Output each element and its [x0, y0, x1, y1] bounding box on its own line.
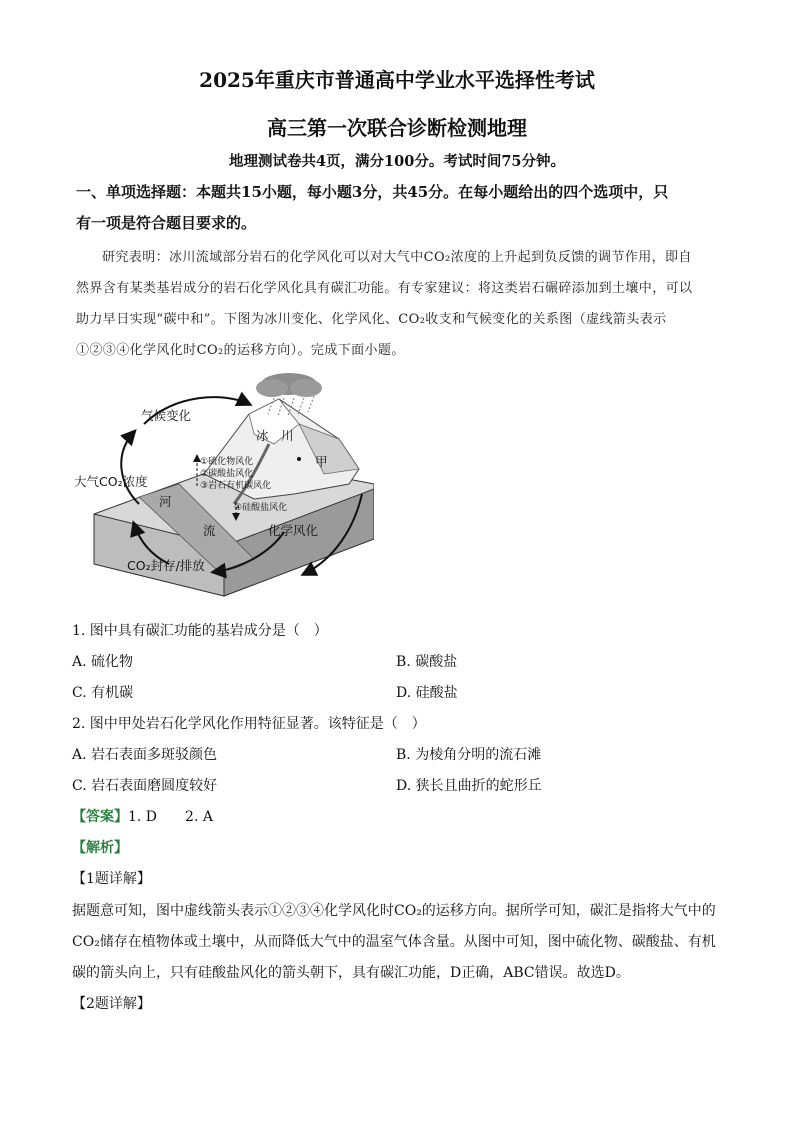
passage-line3: 助力早日实现“碳中和”。下图为冰川变化、化学风化、CO₂收支和气候变化的关系图（虚线箭头表示 — [76, 312, 667, 327]
q2-option-c: C. 岩石表面磨圆度较好 — [72, 778, 218, 794]
q1-option-c: C. 有机碳 — [72, 685, 134, 701]
label-glacier: 冰 川 — [256, 428, 294, 443]
q1-stem: 1. 图中具有碳汇功能的基岩成分是（ ） — [72, 623, 328, 639]
q2-detail-heading: 【2题详解】 — [72, 996, 151, 1012]
q1-option-d: D. 硅酸盐 — [396, 685, 458, 701]
passage-line1: 研究表明：冰川流域部分岩石的化学风化可以对大气中CO₂浓度的上升起到负反馈的调节作用，即自 — [102, 250, 692, 265]
q2-option-d: D. 狭长且曲折的蛇形丘 — [396, 778, 542, 794]
label-co2-concentration: 大气CO₂浓度 — [74, 474, 148, 489]
q1-option-a: A. 硫化物 — [72, 654, 134, 670]
label-sulfide-weathering: ①硫化物风化 — [200, 457, 254, 467]
label-chemical-weathering: 化学风化 — [268, 523, 319, 538]
label-river-2: 流 — [203, 523, 216, 538]
answer-tag: 【答案】 — [72, 809, 128, 825]
q1-option-b: B. 碳酸盐 — [396, 654, 458, 670]
label-co2-storage: CO₂封存/排放 — [127, 558, 205, 573]
label-river-1: 河 — [159, 494, 172, 509]
section-heading-line1: 一、单项选择题：本题共15小题，每小题3分，共45分。在每小题给出的四个选项中，只 — [76, 183, 669, 201]
q2-stem: 2. 图中甲处岩石化学风化作用特征显著。该特征是（ ） — [72, 716, 426, 732]
answer-text: 1. D 2. A — [128, 809, 213, 825]
exam-title: 2025年重庆市普通高中学业水平选择性考试 — [199, 68, 595, 92]
answer-row — [72, 806, 213, 826]
section-heading-line2: 有一项是符合题目要求的。 — [76, 214, 257, 232]
analysis-tag: 【解析】 — [72, 840, 128, 856]
label-silicate-weathering: ④硅酸盐风化 — [234, 503, 288, 513]
exam-info: 地理测试卷共4页，满分100分。考试时间75分钟。 — [228, 153, 566, 170]
label-climate-change: 气候变化 — [141, 408, 192, 423]
label-organic-carbon-weathering: ③岩石有机碳风化 — [200, 481, 272, 491]
label-jia: 甲 — [315, 454, 328, 469]
glacier-weathering-diagram — [74, 364, 374, 604]
q1-detail-heading: 【1题详解】 — [72, 871, 151, 887]
passage-line2: 然界含有某类基岩成分的岩石化学风化具有碳汇功能。有专家建议：将这类岩石碾碎添加到土壤中，可以 — [76, 281, 693, 296]
analysis-line3: 碳的箭头向上，只有硅酸盐风化的箭头朝下，具有碳汇功能，D正确，ABC错误。故选D。 — [72, 965, 630, 981]
label-carbonate-weathering: ②碳酸盐风化 — [200, 469, 254, 479]
q2-option-a: A. 岩石表面多斑驳颜色 — [72, 747, 218, 763]
analysis-line1: 据题意可知，图中虚线箭头表示①②③④化学风化时CO₂的运移方向。据所学可知，碳汇是指将大气中的 — [72, 903, 716, 919]
passage-line4: ①②③④化学风化时CO₂的运移方向）。完成下面小题。 — [76, 343, 405, 358]
exam-subtitle: 高三第一次联合诊断检测地理 — [267, 116, 527, 140]
q2-option-b: B. 为棱角分明的流石滩 — [396, 747, 542, 763]
analysis-line2: CO₂储存在植物体或土壤中，从而降低大气中的温室气体含量。从图中可知，图中硫化物、碳酸盐、有机 — [72, 934, 716, 950]
